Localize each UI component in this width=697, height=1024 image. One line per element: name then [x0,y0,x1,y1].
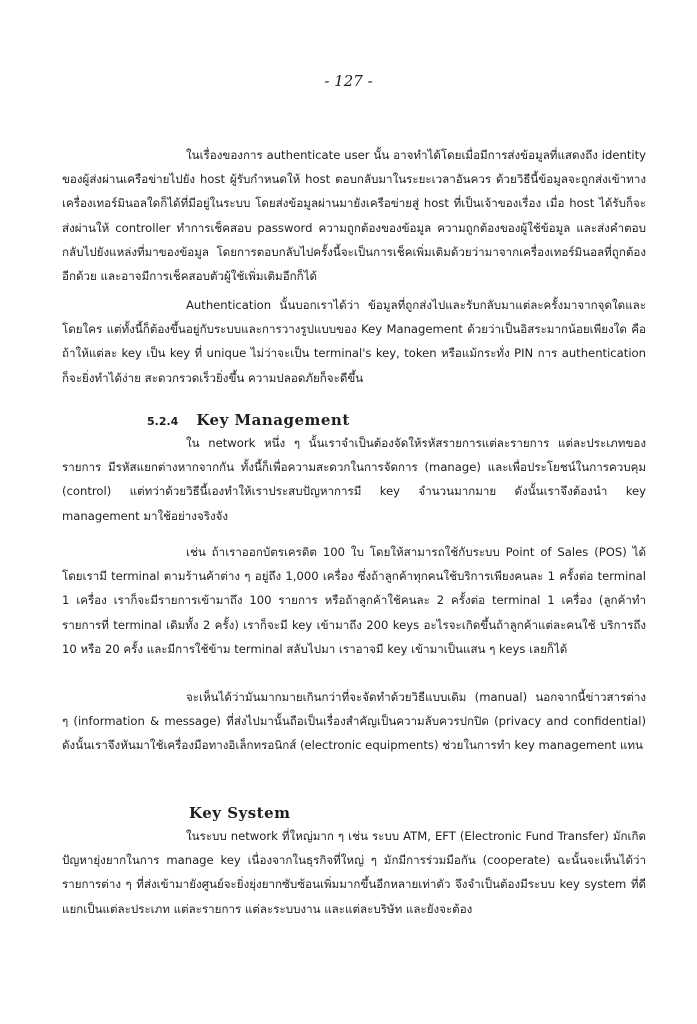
section-title: Key Management [196,411,350,429]
paragraph-text: เช่น ถ้าเราออกบัตรเครดิต 100 ใบ โดยให้สามารถใช้กับระบบ Point of Sales (POS) ได้โดยเรามี terminal ตามร้านค้าต่าง ๆ อยู่ถึง 1,000 เครื่อง ซึ่งถ้าลูกค้าทุกคนใช้บริการเพียงคนละ 1 ครั้งต่อ terminal 1 เครื่อง เราก็จะมีรายการเข้ามาถึง 100 รายการ หรือถ้าลูกค้าใช้คนละ 2 ครั้งต่อ terminal 1 เครื่อง (ลูกค้าทำรายการที่ terminal เดิมทั้ง 2 ครั้ง) เราก็จะมี key เข้ามาถึง 200 keys อะไรจะเกิดขึ้นถ้าลูกค้าแต่ละคนใช้ บริการถึง 10 หรือ 20 ครั้ง และมีการใช้ข้าม terminal สลับไปมา เราอาจมี key เข้ามาเป็นแสน ๆ keys เลยก็ได้ [62,545,646,656]
paragraph-text: ในระบบ network ที่ใหญ่มาก ๆ เช่น ระบบ ATM, EFT (Electronic Fund Transfer) มักเกิดปัญหายุ่งยากในการ manage key เนื่องจากในธุรกิจที่ใหญ่ ๆ มักมีการร่วมมือกัน (cooperate) ฉะนั้นจะเห็นได้ว่ารายการต่าง ๆ ที่ส่งเข้ามายังศูนย์จะยิ่งยุ่งยากซับซ้อนเพิ่มมากขึ้นอีกหลายเท่าตัว จึงจำเป็นต้องมีระบบ key system ที่ดี แยกเป็นแต่ละประเภท แต่ละรายการ แต่ละระบบงาน และแต่ละบริษัท และยังจะต้อง [62,829,646,916]
page-number: - 127 - [324,72,373,90]
section-heading-key-management [147,402,350,431]
paragraph-text: จะเห็นได้ว่ามันมากมายเกินกว่าที่จะจัดทำด้วยวิธีแบบเดิม (manual) นอกจากนี้ข่าวสารต่าง ๆ (information & message) ที่ส่งไปมานั้นถือเป็นเรื่องสำคัญเป็นความลับควรปกปิด (privacy and confidential) ดังนั้นเราจึงหันมาใช้เครื่องมือทางอิเล็กทรอนิกส์ (electronic equipments) ช่วยในการทำ key management แทน [62,690,646,753]
paragraph-electronic-equipment [62,685,646,758]
paragraph-authenticate-user [62,143,646,288]
paragraph-key-system [62,824,646,921]
section-number: 5.2.4 [147,415,179,428]
paragraph-text: ใน network หนึ่ง ๆ นั้นเราจำเป็นต้องจัดให้รหัสรายการแต่ละรายการ แต่ละประเภทของรายการ มีรหัสแยกต่างหากจากกัน ทั้งนี้ก็เพื่อความสะดวกในการจัดการ (manage) และเพื่อประโยชน์ในการควบคุม (control) แต่ทว่าด้วยวิธีนี้เองทำให้เราประสบปัญหาการมี key จำนวนมากมาย ดังนั้นเราจึงต้องนำ key management มาใช้อย่างจริงจัง [62,436,646,523]
paragraph-credit-card-example [62,540,646,661]
paragraph-text: Authentication นั้นบอกเราได้ว่า ข้อมูลที่ถูกส่งไปและรับกลับมาแต่ละครั้งมาจากจุดใดและโดยใคร แต่ทั้งนี้ก็ต้องขึ้นอยู่กับระบบและการวางรูปแบบของ Key Management ด้วยว่าเป็นอิสระมากน้อยเพียงใด คือถ้าให้แต่ละ key เป็น key ที่ unique ไม่ว่าจะเป็น terminal's key, token หรือแม้กระทั่ง PIN การ authentication ก็จะยิ่งทำได้ง่าย สะดวกรวดเร็วยิ่งขึ้น ความปลอดภัยก็จะดีขึ้น [62,298,646,385]
section-title: Key System [189,804,291,822]
paragraph-text: ในเรื่องของการ authenticate user นั้น อาจทำได้โดยเมื่อมีการส่งข้อมูลที่แสดงถึง identity ของผู้ส่งผ่านเครือข่ายไปยัง host ผู้รับกำหนดให้ host ตอบกลับมาในระยะเวลาอันควร ด้วยวิธีนี้ข้อมูลจะถูกส่งเข้าทางเครื่องเทอร์มินอลใดก็ได้ที่มีอยู่ในระบบ โดยส่งข้อมูลผ่านมายังเครือข่ายสู่ host ที่เป็นเจ้าของเรื่อง เมื่อ host ได้รับก็จะส่งผ่านให้ controller ทำการเช็คสอบ password ความถูกต้องของข้อมูล ความถูกต้องของผู้ใช้ข้อมูล และส่งคำตอบกลับไปยังแหล่งที่มาของข้อมูล โดยการตอบกลับไปครั้งนี้จะเป็นการเช็คเพิ่มเติมด้วยว่ามาจากเครื่องเทอร์มินอลที่ถูกต้องอีกด้วย และอาจมีการเช็คสอบตัวผู้ใช้เพิ่มเติมอีกก็ได้ [62,148,646,284]
section-heading-key-system [189,795,291,824]
paragraph-authentication [62,293,646,390]
paragraph-network-keys [62,431,646,528]
